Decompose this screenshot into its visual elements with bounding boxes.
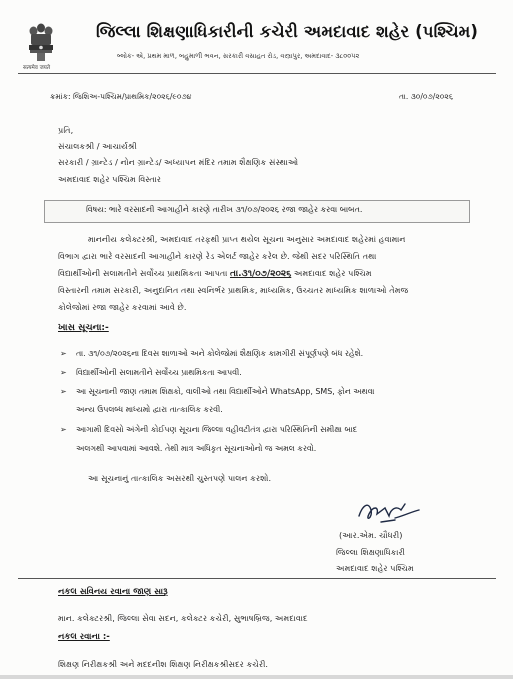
body-line-2: વિભાગ દ્વારા ભારે વરસાદની આગાહીને કારણે રેડ એલર્ટ જાહેર કરેલ છે. જેથી સદર પરિસ્થિતિ તથા [58,251,377,261]
ref-label: ક્રમાંક: [50,92,71,101]
body-line-3-pre: વિદ્યાર્થીઓની સલામતીને સર્વોચ્ચ પ્રાથમિકતા આપતા [58,268,228,278]
instruction-3-cont: અન્ય ઉપલબ્ધ માધ્યમો દ્વારા તાત્કાલિક કરવી. [76,405,223,414]
body-line-3-post: અમદાવાદ શહેર પશ્ચિમ [293,268,372,278]
body-line-4: વિસ્તારની તમામ સરકારી, અનુદાનિત તથા સ્વનિર્ભર પ્રાથમિક, માધ્યમિક, ઉચ્ચતર માધ્યમિક શાળાઓ તેમજ [58,285,409,295]
body-line-5: કોલેજોમાં રજા જાહેર કરવામાં આવે છે. [58,302,187,312]
instruction-2: વિદ્યાર્થીઓની સલામતીને સર્વોચ્ચ પ્રાથમિકતા આપવી. [76,368,242,377]
special-instructions-heading: ખાસ સૂચના:- [58,323,109,333]
instruction-4-cont: અલગથી આપવામાં આવશે. તેથી માત્ર અધિકૃત સૂચનાઓનો જ અમલ કરવો. [76,444,317,453]
bullet-1-icon: ➢ [60,349,67,358]
body-line-3 [58,268,372,279]
signatory-designation: જિલ્લા શિક્ષણાધિકારી [336,547,406,557]
ref-number: જિશિઅ-પશ્ચિમ/પ્રાથમિક/૨૦૨૬/૯૦૭૪ [72,92,192,101]
closing-line: આ સૂચનાનું તાત્કાલિક અસરથી ચુસ્તપણે પાલન કરશો. [88,473,272,483]
recipient-line-2: સરકારી / ગ્રાન્ટેડ / નોન ગ્રાન્ટેડ/ અધ્યાપન મંદિર તમામ શૈક્ષણિક સંસ્થાઓ [58,157,299,167]
office-title: જિલ્લા શિક્ષણાધિકારીની કચેરી અમદાવાદ શહેર (પશ્ચિમ) [96,22,479,41]
recipient-line-1: સંચાલકશ્રી / આચાર્યશ્રી [58,141,137,151]
footer-divider [18,578,496,579]
holiday-date: તા.૩૧/૦૭/૨૦૨૬ [229,269,292,279]
copy-heading-2: નકલ રવાના :- [58,632,110,642]
copy-line-1: માન. કલેક્ટરશ્રી, જિલ્લા સેવા સદન, કલેક્ટર કચેરી, સુભાષબ્રિજ, અમદાવાદ [58,613,308,623]
instruction-4: આગામી દિવસો અંગેની કોઈપણ સૂચના જિલ્લા વહીવટીતંત્ર દ્વારા પરિસ્થિતિની સમીક્ષા બાદ [76,425,358,434]
recipient-line-3: અમદાવાદ શહેર પશ્ચિમ વિસ્તાર [58,174,162,184]
bullet-3-icon: ➢ [60,387,67,396]
office-address: બ્લોક- એ, પ્રથમ માળ, બહુમાળી ભવન, સરકારી વસાહત રોડ, વસ્ત્રાપુર, અમદાવાદ- ૩૮૦૦૫૨ [117,52,360,60]
body-line-1: માનનીય કલેક્ટરશ્રી, અમદાવાદ તરફથી પ્રાપ્ત થયેલ સૂચના અનુસાર અમદાવાદ શહેરમાં હવામાન [88,234,406,244]
header-divider [18,73,496,74]
emblem-caption: सत्यमेव जयते [23,65,51,71]
page-bottom-edge [0,675,513,679]
copy-line-2: શિક્ષણ નિરીક્ષકશ્રી અને મદદનીશ શિક્ષણ નિરીક્ષકશ્રીસદર કચેરી. [58,659,269,669]
instruction-3: આ સૂચનાની જાણ તમામ શિક્ષકો, વાલીઓ તથા વિદ્યાર્થીઓને WhatsApp, SMS, ફોન અથવા [76,387,375,396]
bullet-4-icon: ➢ [60,425,67,434]
copy-heading-1: નકલ સવિનય રવાના જાણ સારૂ [58,587,168,597]
subject-text: વિષય: ભારે વરસાદની આગાહીને કારણે તારીખ ૩૧/૦૭/૨૦૨૬ રજા જાહેર કરવા બાબત. [86,205,363,214]
signatory-name: (આર.એમ. ચૌધરી) [339,530,403,540]
date-line [399,92,453,102]
instruction-1: તા. ૩૧/૦૭/૨૦૨૬ના દિવસ શાળાઓ અને કોલેજોમાં શૈક્ષણિક કામગીરી સંપૂર્ણપણે બંધ રહેશે. [76,349,364,358]
prati: પ્રતિ, [58,125,74,135]
bullet-2-icon: ➢ [60,368,67,377]
date-label: તા. [399,92,409,101]
signature-icon [355,498,425,528]
date-value: ૩૦/૦૭/૨૦૨૬ [410,92,454,101]
reference-line [50,92,191,102]
signatory-office: અમદાવાદ શહેર પશ્ચિમ [336,563,414,573]
